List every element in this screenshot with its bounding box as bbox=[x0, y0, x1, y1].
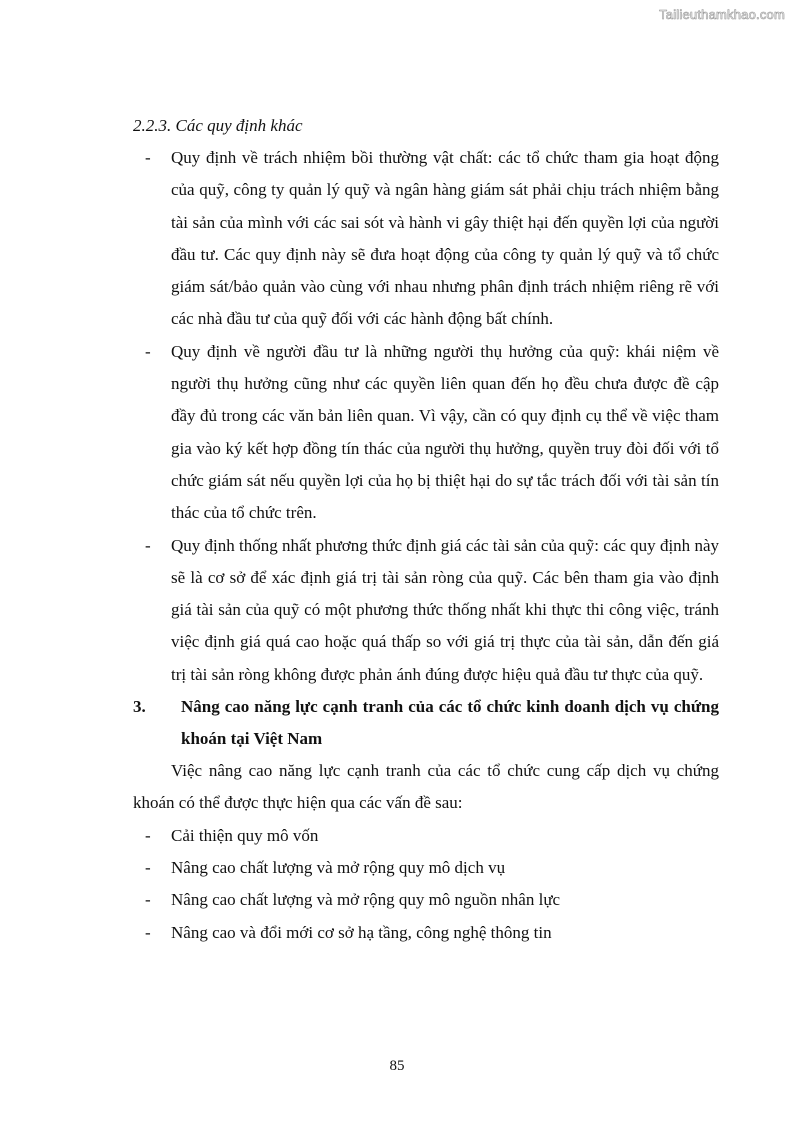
bullet-dash: - bbox=[145, 825, 151, 845]
list-item-text: Nâng cao chất lượng và mở rộng quy mô nguồn nhân lực bbox=[171, 890, 561, 910]
list-item-text: Nâng cao chất lượng và mở rộng quy mô dịch vụ bbox=[171, 857, 506, 877]
list-item bbox=[133, 142, 719, 336]
list-item-text: Quy định về trách nhiệm bồi thường vật chất: các tổ chức tham gia hoạt động của quỹ, công ty quản lý quỹ và ngân hàng giám sát phải chịu trách nhiệm bằng tài sản của mình với các sai sót và hành vi gây thiệt hại đến quyền lợi của người đầu tư. Các quy định này sẽ đưa hoạt động của công ty quản lý quỹ và tổ chức giám sát/bảo quản vào cùng với nhau nhưng phân định trách nhiệm riêng rẽ với các nhà đầu tư của quỹ đối với các hành động bất chính. bbox=[171, 148, 719, 329]
list-item bbox=[133, 884, 719, 916]
bullet-dash: - bbox=[145, 857, 151, 877]
section-title: Nâng cao năng lực cạnh tranh của các tổ chức kinh doanh dịch vụ chứng khoán tại Việt Nam bbox=[181, 697, 719, 749]
list-item bbox=[133, 336, 719, 530]
section-subheading: 2.2.3. Các quy định khác bbox=[133, 116, 303, 135]
document-body bbox=[133, 110, 719, 949]
list-item bbox=[133, 530, 719, 691]
bullet-dash: - bbox=[145, 535, 151, 555]
list-item-text: Quy định thống nhất phương thức định giá các tài sản của quỹ: các quy định này sẽ là cơ sở để xác định giá trị tài sản ròng của quỹ. Các bên tham gia vào định giá tài sản của quỹ có một phương thức thống nhất khi thực thi công việc, tránh việc định giá quá cao hoặc quá thấp so với giá trị thực của tài sản, dẫn đến giá trị tài sản ròng không được phản ánh đúng được hiệu quả đầu tư thực của quỹ. bbox=[171, 535, 719, 684]
list-item bbox=[133, 917, 719, 949]
list-item bbox=[133, 820, 719, 852]
page-number: 85 bbox=[389, 1058, 405, 1074]
bullet-dash: - bbox=[145, 148, 151, 167]
list-item bbox=[133, 852, 719, 884]
section-number: 3. bbox=[133, 697, 146, 717]
list-item-text: Nâng cao và đổi mới cơ sở hạ tầng, công nghệ thông tin bbox=[171, 922, 552, 942]
list-item-text: Quy định về người đầu tư là những người thụ hưởng của quỹ: khái niệm về người thụ hưởng cũng như các quyền liên quan đến họ đều chưa được đề cập đầy đủ trong các văn bản liên quan. Vì vậy, cần có quy định cụ thể về việc tham gia vào ký kết hợp đồng tín thác của người thụ hưởng, quyền truy đòi đối với tổ chức giám sát nếu quyền lợi của họ bị thiệt hại do sự tắc trách đối với tài sản tín thác của tổ chức trên. bbox=[171, 341, 719, 523]
section-heading bbox=[133, 691, 719, 755]
bullet-dash: - bbox=[145, 890, 151, 910]
bullet-dash: - bbox=[145, 341, 151, 361]
list-item-text: Cải thiện quy mô vốn bbox=[171, 825, 319, 845]
bullet-dash: - bbox=[145, 922, 151, 942]
intro-paragraph: Việc nâng cao năng lực cạnh tranh của các tổ chức cung cấp dịch vụ chứng khoán có thể được thực hiện qua các vấn đề sau: bbox=[133, 761, 719, 813]
watermark-text: Tailieuthamkhao.com bbox=[659, 7, 785, 22]
